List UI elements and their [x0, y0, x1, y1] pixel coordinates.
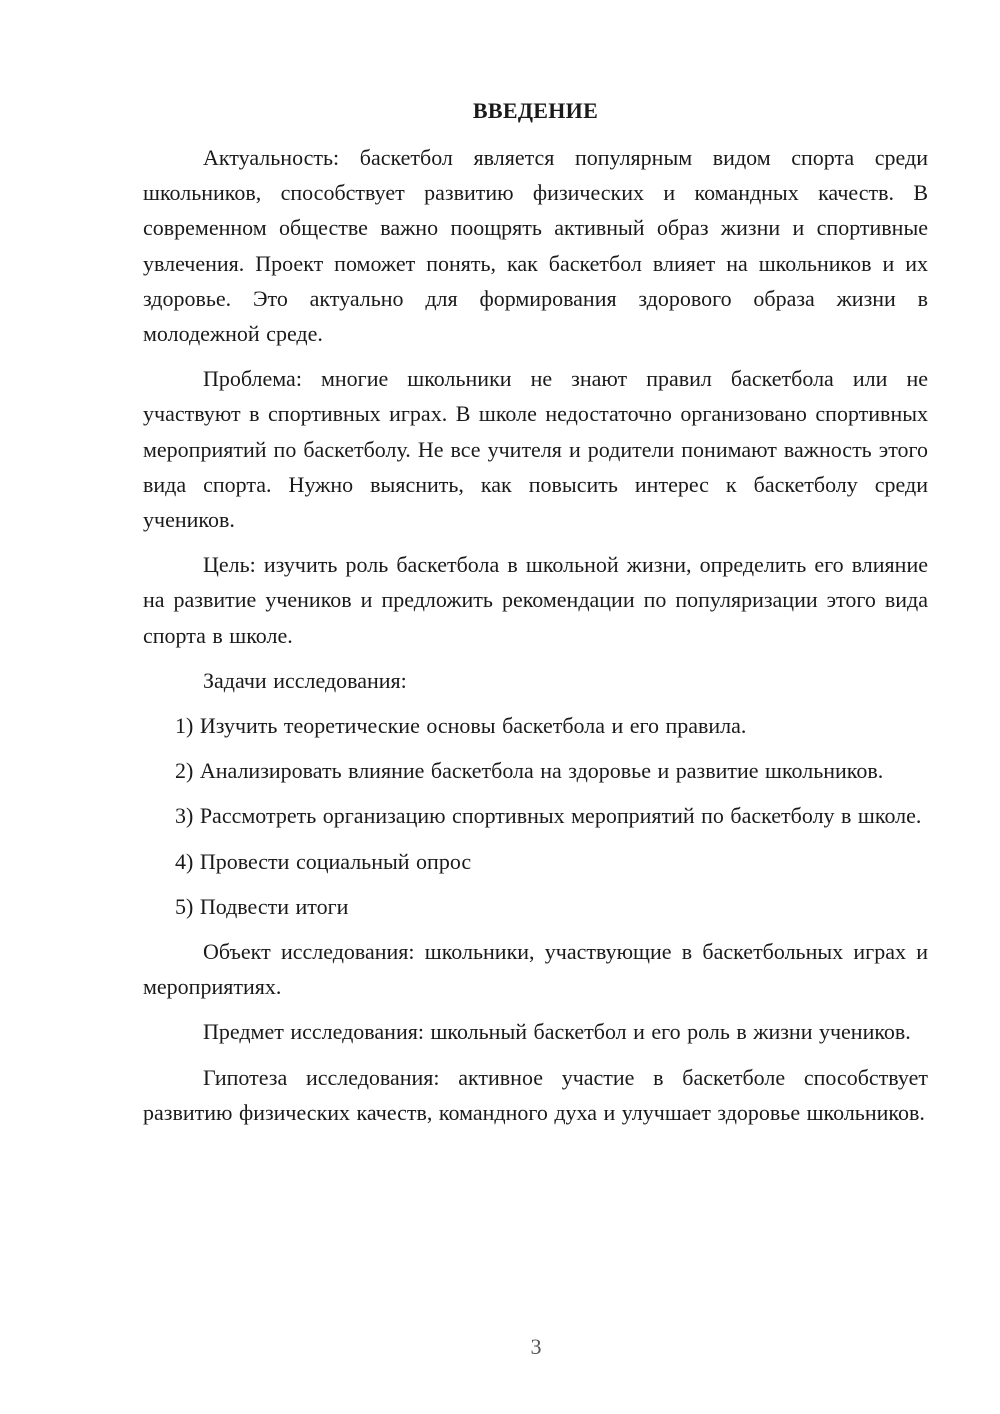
task-item-3: 3) Рассмотреть организацию спортивных мероприятий по баскетболу в школе. [175, 803, 922, 829]
paragraph-problem: Проблема: многие школьники не знают правил баскетбола или не участвуют в спортивных играх. В школе недостаточно организовано спортивных мероприятий по баскетболу. Не все учителя и родители понимают важность этого вида спорта. Нужно выяснить, как повысить интерес к баскетболу среди учеников. [143, 366, 928, 533]
paragraph-goal: Цель: изучить роль баскетбола в школьной жизни, определить его влияние на развитие учеников и предложить рекомендации по популяризации этого вида спорта в школе. [143, 552, 928, 648]
page-title: ВВЕДЕНИЕ [472, 98, 599, 123]
page-number: 3 [530, 1334, 542, 1359]
task-item-1: 1) Изучить теоретические основы баскетбола и его правила. [175, 713, 747, 739]
task-item-2: 2) Анализировать влияние баскетбола на здоровье и развитие школьников. [175, 758, 884, 784]
paragraph-object: Объект исследования: школьники, участвующие в баскетбольных играх и мероприятиях. [143, 939, 928, 1000]
tasks-heading: Задачи исследования: [203, 667, 407, 693]
paragraph-relevance: Актуальность: баскетбол является популярным видом спорта среди школьников, способствует развитию физических и командных качеств. В современном обществе важно поощрять активный образ жизни и спортивные увлечения. Проект поможет понять, как баскетбол влияет на школьников и их здоровье. Это актуально для формирования здорового образа жизни в молодежной среде. [143, 145, 928, 347]
document-body [143, 96, 928, 1140]
paragraph-subject: Предмет исследования: школьный баскетбол и его роль в жизни учеников. [203, 1019, 911, 1045]
task-item-4: 4) Провести социальный опрос [175, 848, 472, 874]
paragraph-hypothesis: Гипотеза исследования: активное участие в баскетболе способствует развитию физических качеств, командного духа и улучшает здоровье школьников. [143, 1064, 928, 1125]
task-item-5: 5) Подвести итоги [175, 893, 349, 919]
